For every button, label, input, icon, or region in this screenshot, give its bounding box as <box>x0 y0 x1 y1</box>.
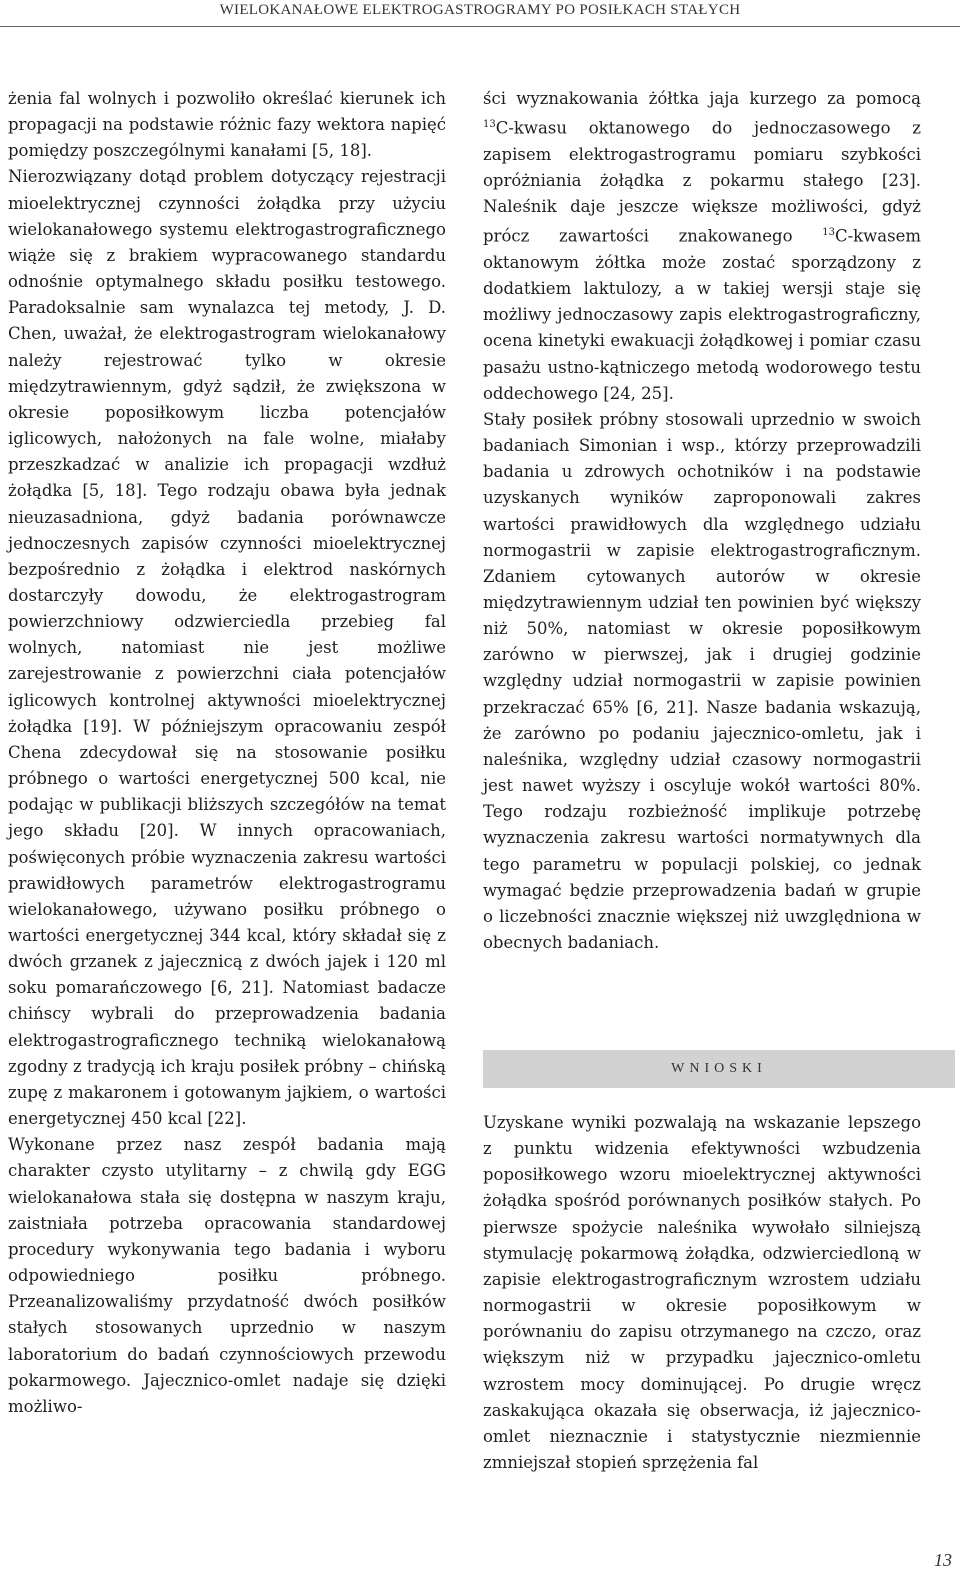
paragraph <box>483 86 921 407</box>
page-number: 13 <box>934 1550 952 1570</box>
text-run: ści wyznakowania żółtka jaja kurzego za pomocą <box>483 89 921 108</box>
section-heading-box <box>483 1050 955 1088</box>
running-head: WIELOKANAŁOWE ELEKTROGASTROGRAMY PO POSIŁKACH STAŁYCH <box>219 2 741 18</box>
paragraph: Wykonane przez nasz zespół badania mają charakter czysto utylitarny – z chwilą gdy EGG wielokanałowa stała się dostępna w naszym kraju, zaistniała potrzeba opracowania standardowej procedury wykonywania tego badania i wyboru odpowiedniego posiłku próbnego. Przeanalizowaliśmy przydatność dwóch posiłków stałych stosowanych uprzednio w naszym laboratorium do badań czynnościowych przewodu pokarmowego. Jajecznico-omlet nadaje się dzięki możliwo- <box>8 1135 446 1416</box>
isotope-superscript: 13 <box>822 227 835 239</box>
conclusions-text <box>483 1110 921 1476</box>
right-column <box>483 86 921 956</box>
text-run: C-kwasem oktanowym żółtka może zostać sporządzony z dodatkiem laktulozy, a w takiej wersji staje się możliwy jednoczasowy zapis elektrogastrograficzny, ocena kinetyki ewakuacji żołądkowej i pomiar czasu pasażu ustno-kątniczego metodą wodorowego testu oddechowego [24, 25]. <box>483 226 921 403</box>
text-run: C-kwasu oktanowego do jednoczasowego z zapisem elektrogastrogramu pomiaru szybkości opróżniania żołądka z pokarmu stałego [23]. Naleśnik daje jeszcze większe możliwości, gdyż prócz zawartości znakowanego <box>483 118 921 246</box>
section-heading: WNIOSKI <box>671 1061 767 1076</box>
paragraph: Uzyskane wyniki pozwalają na wskazanie lepszego z punktu widzenia efektywności wzbudzenia poposiłkowego wzoru mioelektrycznej aktywności żołądka spośród porównanych posiłków stałych. Po pierwsze spożycie naleśnika wywołało silniejszą stymulację pokarmową żołądka, odzwierciedloną w zapisie elektrogastrograficznym wzrostem udziału normogastrii w okresie poposiłkowym w porównaniu do zapisu otrzymanego na czczo, oraz większym niż w przypadku jajecznico-omletu wzrostem mocy dominującej. Po drugie wręcz zaskakująca okazała się obserwacja, iż jajecznico-omlet nieznacznie i statystycznie niezmiennie zmniejszał stopień sprzężenia fal <box>483 1113 921 1473</box>
paragraph: żenia fal wolnych i pozwoliło określać kierunek ich propagacji na podstawie różnic fazy wektora napięć pomiędzy poszczególnymi kanałami [5, 18]. <box>8 89 446 161</box>
paragraph: Stały posiłek próbny stosowali uprzednio w swoich badaniach Simonian i wsp., którzy przeprowadzili badania u zdrowych ochotników i na podstawie uzyskanych wyników zaproponowali zakres wartości prawidłowych dla względnego udziału normogastrii w zapisie elektrogastrograficznym. Zdaniem cytowanych autorów w okresie międzytrawiennym udział ten powinien być większy niż 50%, natomiast w okresie poposiłkowym zarówno w pierwszej, jak i drugiej godzinie względny udział normogastrii w zapisie powinien przekraczać 65% [6, 21]. Nasze badania wskazują, że zarówno po podaniu jajecznico-omletu, jak i naleśnika, względny udział czasowy normogastrii jest nawet wyższy i oscyluje wokół wartości 80%. Tego rodzaju rozbieżność implikuje potrzebę wyznaczenia zakresu wartości normatywnych dla tego parametru w populacji polskiej, co jednak wymagać będzie przeprowadzenia badań w grupie o liczebności znacznie większej niż uwzględniona w obecnych badaniach. <box>483 409 921 952</box>
paragraph: Nierozwiązany dotąd problem dotyczący rejestracji mioelektrycznej czynności żołądka przy użyciu wielokanałowego systemu elektrogastrograficznego wiąże się z brakiem wypracowanego standardu odnośnie optymalnego składu posiłku testowego. Paradoksalnie sam wynalazca tej metody, J. D. Chen, uważał, że elektrogastrogram wielokanałowy należy rejestrować tylko w okresie międzytrawiennym, gdyż sądził, że zwiększona w okresie poposiłkowym liczba potencjałów iglicowych, nałożonych na fale wolne, miałaby przeszkadzać w analizie ich propagacji wzdłuż żołądka [5, 18]. Tego rodzaju obawa była jednak nieuzasadniona, gdyż badania porównawcze jednoczesnych zapisów czynności mioelektrycznej bezpośrednio z żołądka i elektrod naskórnych dostarczyły dowodu, że elektrogastrogram powierzchniowy odzwierciedla przebieg fal wolnych, natomiast nie jest możliwe zarejestrowanie z powierzchni ciała potencjałów iglicowych kontrolnej aktywności mioelektrycznej żołądka [19]. W późniejszym opracowaniu zespół Chena zdecydował się na stosowanie posiłku próbnego o wartości energetycznej 500 kcal, nie podając w publikacji bliższych szczegółów na temat jego składu [20]. W innych opracowaniach, poświęconych próbie wyznaczenia zakresu wartości prawidłowych parametrów elektrogastrogramu wielokanałowego, używano posiłku próbnego o wartości energetycznej 344 kcal, który składał się z dwóch grzanek z jajecznicą z dwóch jajek i 120 ml soku pomarańczowego [6, 21]. Natomiast badacze chińscy wybrali do przeprowadzenia badania elektrogastrograficznego techniką wielokanałową zgodny z tradycją ich kraju posiłek próbny – chińską zupę z makaronem i gotowanym jajkiem, o wartości energetycznej 450 kcal [22]. <box>8 167 446 1129</box>
header-rule <box>0 26 960 27</box>
left-column <box>8 86 446 1420</box>
isotope-superscript: 13 <box>483 119 496 131</box>
